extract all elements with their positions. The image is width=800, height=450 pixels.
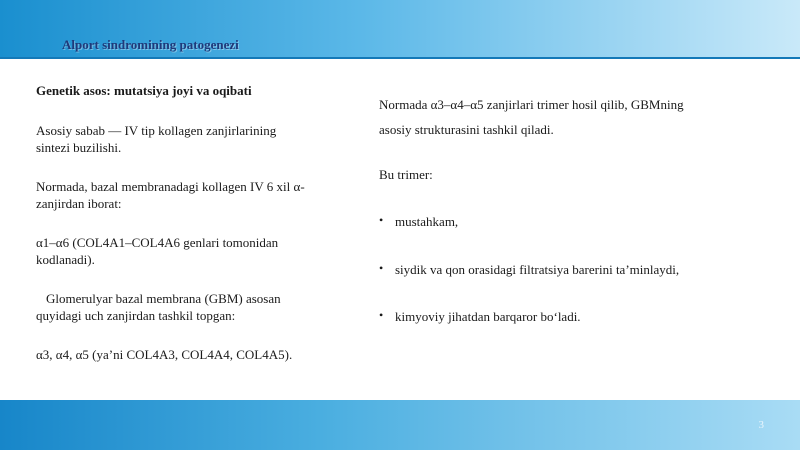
list-item <box>379 308 739 325</box>
bullet-icon: • <box>379 308 384 322</box>
list-item <box>379 261 739 278</box>
paragraph-collagen-normal: Normada, bazal membranadagi kollagen IV 6 xil α-zanjirdan iborat: <box>36 179 305 211</box>
paragraph-trimer-lead: Bu trimer: <box>379 167 433 182</box>
page-number: 3 <box>758 419 764 431</box>
bullet-icon: • <box>379 213 384 227</box>
footer-band <box>0 400 800 450</box>
bullet-icon: • <box>379 261 384 275</box>
left-column <box>36 82 326 362</box>
list-item-text: mustahkam, <box>395 214 459 229</box>
paragraph-chains-genes: α1–α6 (COL4A1–COL4A6 genlari tomonidan kodlanadi). <box>36 235 279 267</box>
list-item-text: siydik va qon orasidagi filtratsiya barerini ta’minlaydi, <box>395 262 680 277</box>
header-divider <box>0 57 800 59</box>
list-item <box>379 213 739 230</box>
list-item-text: kimyoviy jihatdan barqaror bo‘ladi. <box>395 309 581 324</box>
paragraph-gbm-composition: Glomerulyar bazal membrana (GBM) asosan quyidagi uch zanjirdan tashkil topgan: <box>36 291 281 323</box>
paragraph-main-cause: Asosiy sabab — IV tip kollagen zanjirlarining sintezi buzilishi. <box>36 123 277 155</box>
paragraph-trimer-intro: Normada α3–α4–α5 zanjirlari trimer hosil qilib, GBMning asosiy strukturasini tashkil qiladi. <box>379 97 684 137</box>
paragraph-gbm-chains: α3, α4, α5 (ya’ni COL4A3, COL4A4, COL4A5). <box>36 347 293 362</box>
slide-title: Alport sindromining patogenezi <box>62 37 239 52</box>
section-heading: Genetik asos: mutatsiya joyi va oqibati <box>36 83 252 98</box>
